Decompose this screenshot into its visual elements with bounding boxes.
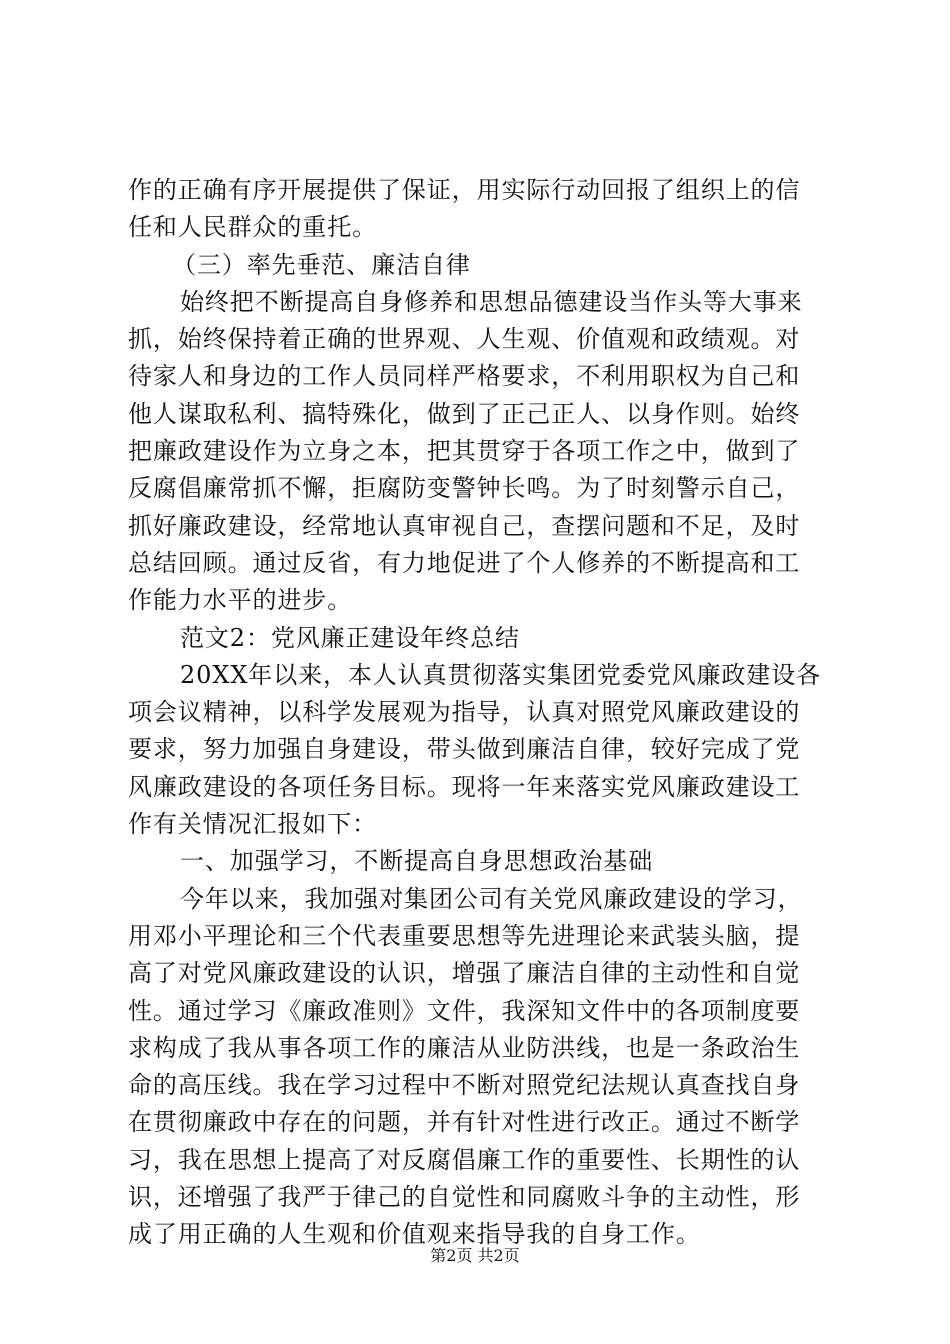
paragraph-line: 命的高压线。我在学习过程中不断对照党纪法规认真查找自身 (128, 1071, 801, 1100)
section-heading: 一、加强学习，不断提高自身思想政治基础 (180, 847, 654, 876)
paragraph-line: 求构成了我从事各项工作的廉洁从业防洪线，也是一条政治生 (128, 1033, 801, 1062)
paragraph-line: 识，还增强了我严于律己的自觉性和同腐败斗争的主动性，形 (128, 1183, 801, 1212)
page-number-footer: 第2页 共2页 (430, 1246, 520, 1265)
paragraph-line: 作能力水平的进步。 (128, 586, 353, 615)
document-body (128, 172, 824, 1254)
paragraph-line: 今年以来，我加强对集团公司有关党风廉政建设的学习， (180, 884, 803, 913)
paragraph-line: 始终把不断提高自身修养和思想品德建设当作头等大事来 (180, 287, 803, 316)
paragraph-line: 项会议精神，以科学发展观为指导，认真对照党风廉政建设的 (128, 698, 801, 727)
paragraph-line: 抓，始终保持着正确的世界观、人生观、价值观和政绩观。对 (128, 325, 801, 354)
paragraph-line: 把廉政建设作为立身之本，把其贯穿于各项工作之中，做到了 (128, 437, 801, 466)
paragraph-line: 总结回顾。通过反省，有力地促进了个人修养的不断提高和工 (128, 548, 801, 577)
paragraph-line: 抓好廉政建设，经常地认真审视自己，查摆问题和不足，及时 (128, 511, 801, 540)
paragraph-line: 他人谋取私利、搞特殊化，做到了正己正人、以身作则。始终 (128, 399, 801, 428)
paragraph-line: 习，我在思想上提高了对反腐倡廉工作的重要性、长期性的认 (128, 1145, 801, 1174)
paragraph-line: 任和人民群众的重托。 (128, 213, 377, 242)
paragraph-line: 风廉政建设的各项任务目标。现将一年来落实党风廉政建设工 (128, 772, 801, 801)
section-heading: 范文2：党风廉正建设年终总结 (180, 623, 520, 652)
paragraph-line: 用邓小平理论和三个代表重要思想等先进理论来武装头脑，提 (128, 921, 801, 950)
paragraph-line: 高了对党风廉政建设的认识，增强了廉洁自律的主动性和自觉 (128, 959, 801, 988)
paragraph-line: 要求，努力加强自身建设，带头做到廉洁自律，较好完成了党 (128, 735, 801, 764)
paragraph-line: 性。通过学习《廉政准则》文件，我深知文件中的各项制度要 (128, 996, 801, 1025)
section-heading: （三）率先垂范、廉洁自律 (172, 250, 471, 279)
paragraph-line: 20XX年以来，本人认真贯彻落实集团党委党风廉政建设各 (180, 660, 822, 689)
paragraph-line: 成了用正确的人生观和价值观来指导我的自身工作。 (128, 1220, 701, 1249)
paragraph-line: 作有关情况汇报如下： (128, 810, 377, 839)
paragraph-line: 待家人和身边的工作人员同样严格要求，不利用职权为自己和 (128, 362, 801, 391)
paragraph-line: 作的正确有序开展提供了保证，用实际行动回报了组织上的信 (128, 176, 801, 204)
paragraph-line: 反腐倡廉常抓不懈，拒腐防变警钟长鸣。为了时刻警示自己， (128, 474, 801, 503)
paragraph-line: 在贯彻廉政中存在的问题，并有针对性进行改正。通过不断学 (128, 1108, 801, 1137)
